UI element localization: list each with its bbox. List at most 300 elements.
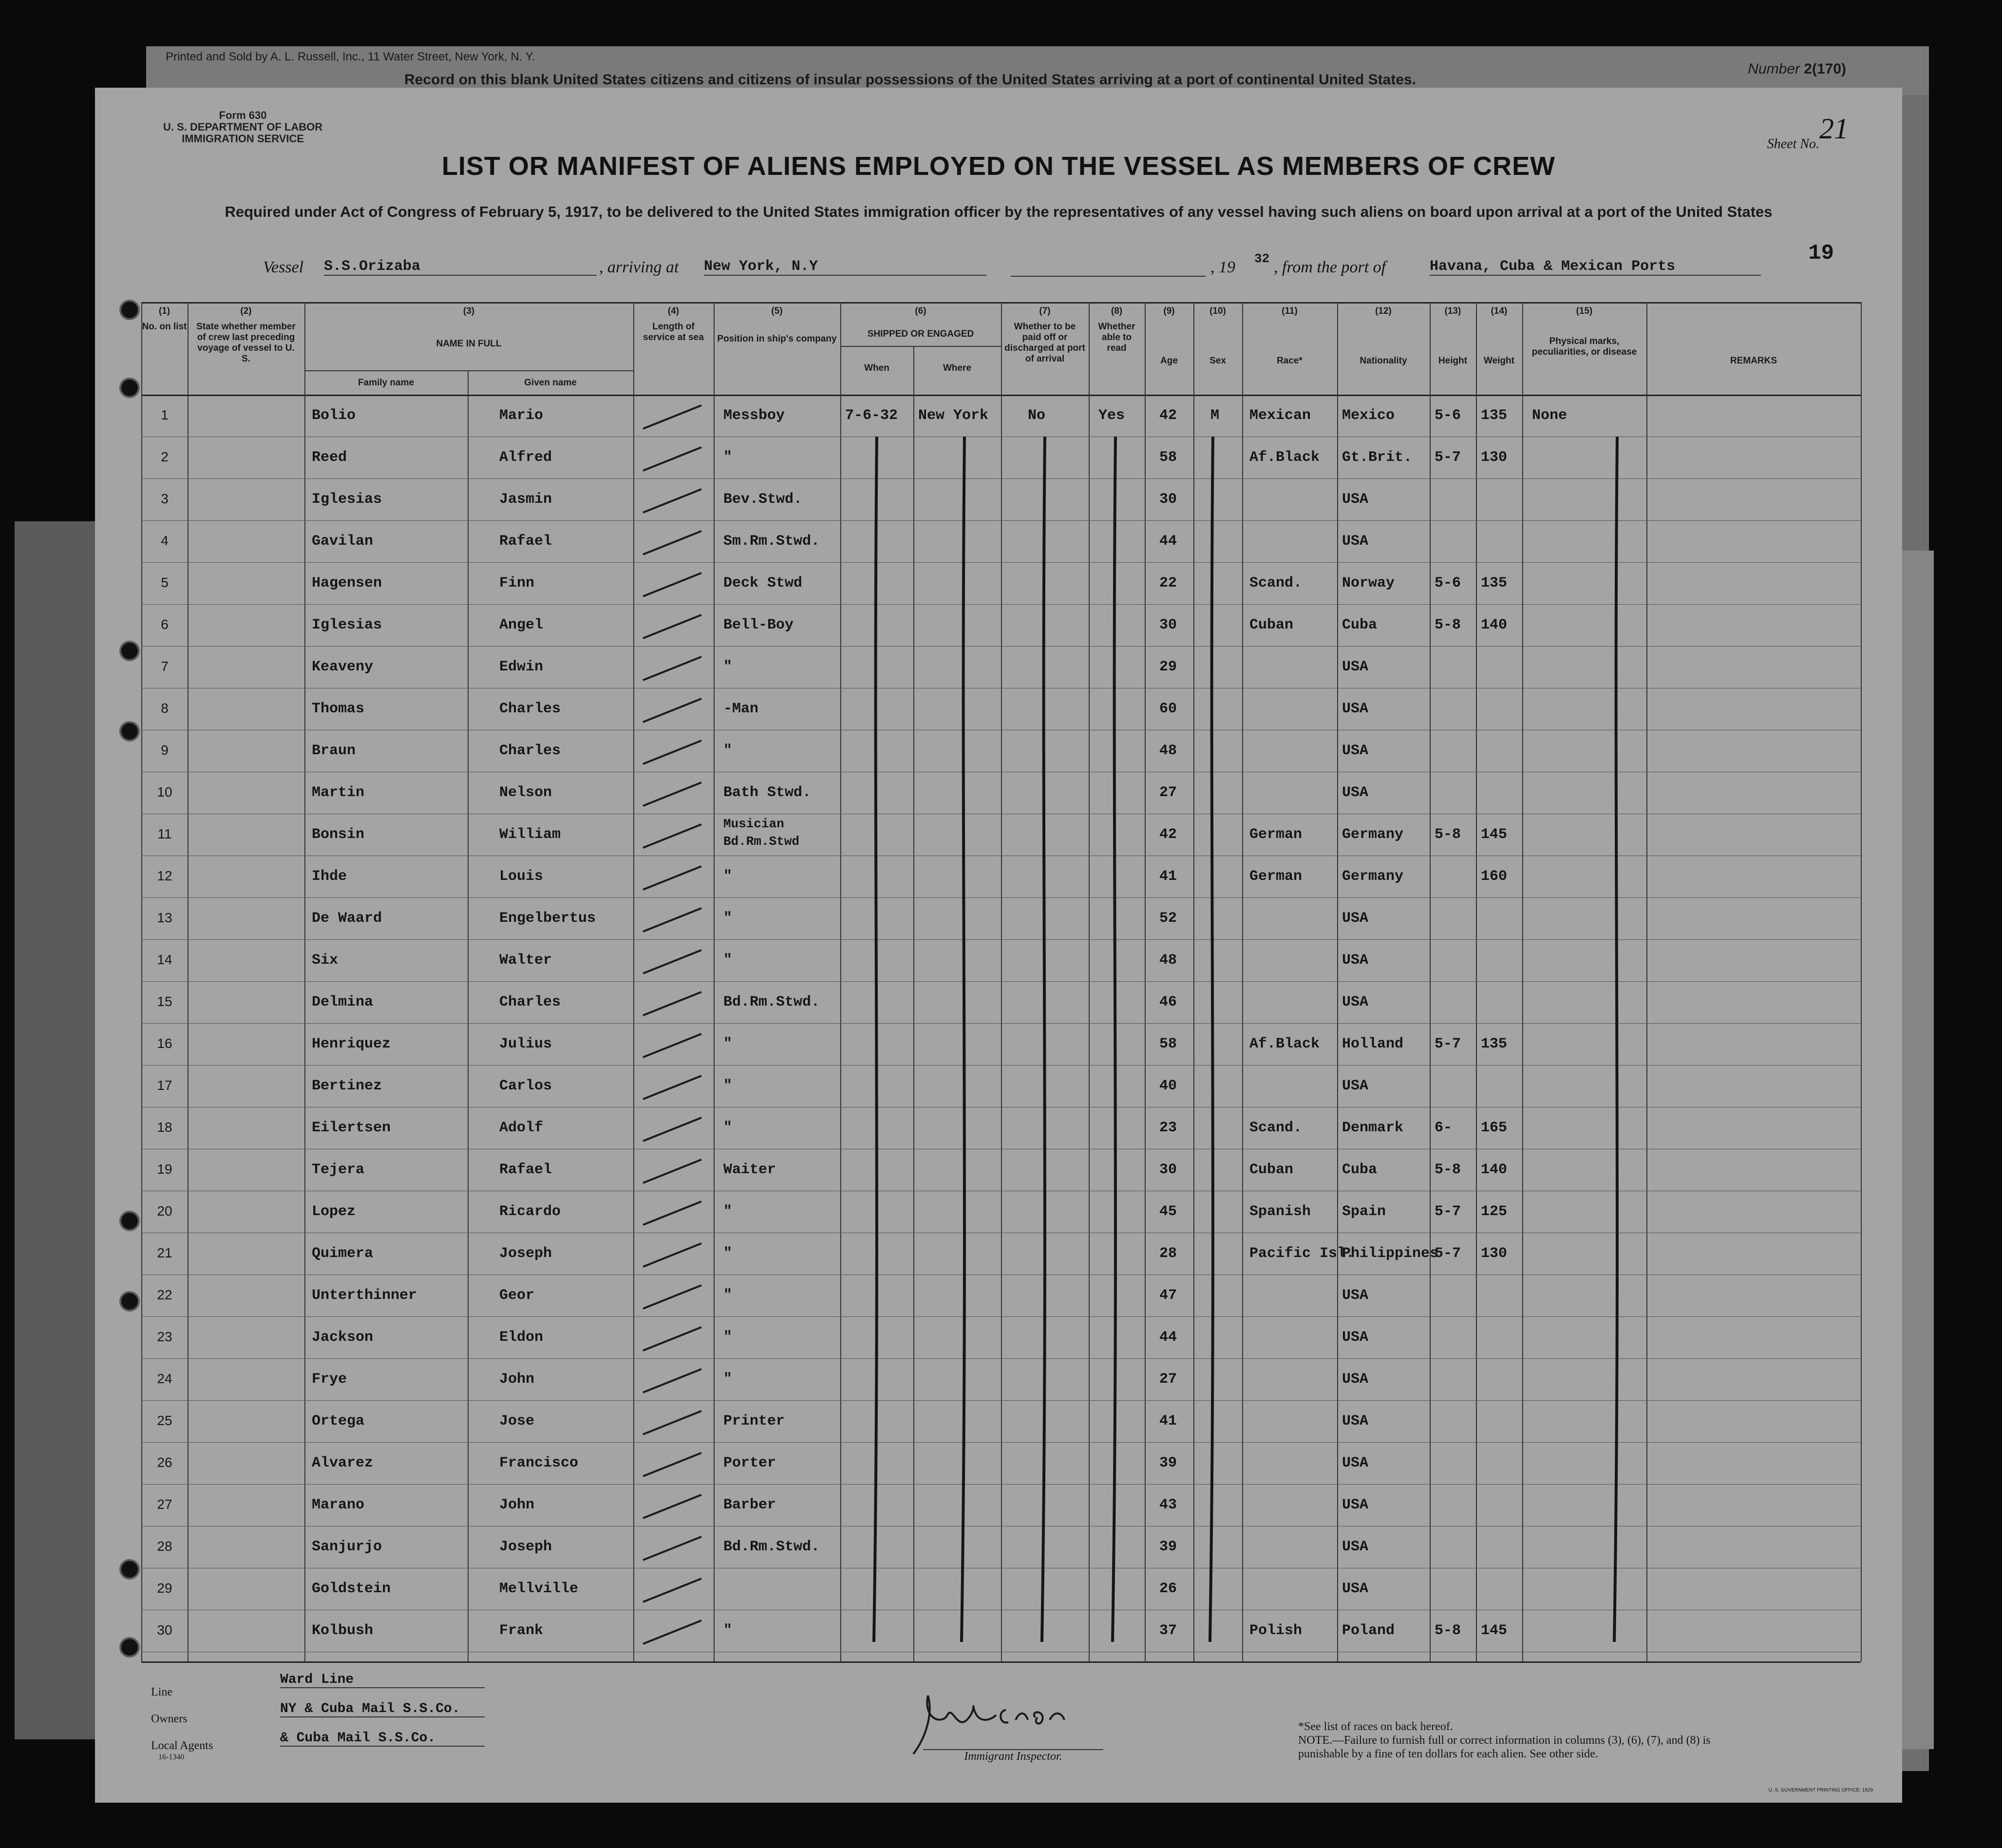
row-given-cell: Engelbertus xyxy=(499,910,596,927)
col-num-9: (9) xyxy=(1163,306,1175,316)
row-race-cell: Af.Black xyxy=(1249,1036,1320,1052)
table-bottom-rule xyxy=(141,1661,1861,1663)
row-family-cell: Keaveny xyxy=(312,659,374,675)
row-age-cell: 39 xyxy=(1159,1455,1177,1471)
binder-hole xyxy=(119,721,140,742)
row-age-cell: 44 xyxy=(1159,533,1177,550)
row-nationality-cell: Norway xyxy=(1342,575,1395,591)
row-age-cell: 43 xyxy=(1159,1497,1177,1513)
row-where-cell: New York xyxy=(918,407,989,424)
row-family-cell: Sanjurjo xyxy=(312,1539,382,1555)
row-given-cell: Charles xyxy=(499,994,561,1010)
row-nationality-cell: USA xyxy=(1342,910,1369,927)
header-able-read: Whether able to read xyxy=(1098,322,1135,353)
row-race-cell: Polish xyxy=(1249,1622,1303,1639)
form-identifier xyxy=(163,110,322,145)
service-slash-mark xyxy=(643,1285,701,1309)
row-family-cell: Tejera xyxy=(312,1162,365,1178)
row-no-cell: 25 xyxy=(157,1413,172,1428)
row-age-cell: 58 xyxy=(1159,1036,1177,1052)
header-given-name: Given name xyxy=(524,378,577,388)
ditto-line-mark xyxy=(874,437,877,1642)
row-height-cell: 5-7 xyxy=(1435,1036,1461,1052)
row-nationality-cell: USA xyxy=(1342,701,1369,717)
col-num-4: (4) xyxy=(667,306,680,316)
service-slash-mark xyxy=(643,1579,701,1602)
binder-hole xyxy=(119,378,140,398)
row-no-cell: 15 xyxy=(157,994,172,1009)
hand-marks xyxy=(141,302,1861,1661)
row-given-cell: Angel xyxy=(499,617,544,633)
row-nationality-cell: USA xyxy=(1342,743,1369,759)
row-no-cell: 2 xyxy=(161,449,169,464)
row-given-cell: John xyxy=(499,1371,535,1388)
row-physical-cell: None xyxy=(1532,407,1568,424)
row-age-cell: 52 xyxy=(1159,910,1177,927)
line-value: Ward Line xyxy=(280,1672,485,1688)
row-weight-cell: 130 xyxy=(1481,449,1508,466)
row-read-cell: Yes xyxy=(1098,407,1125,424)
row-race-cell: Scand. xyxy=(1249,575,1303,591)
service-slash-mark xyxy=(643,657,701,680)
manifest-sheet xyxy=(95,88,1902,1803)
service-slash-mark xyxy=(643,1411,701,1434)
binder-hole xyxy=(119,1211,140,1231)
header-position: Position in ship's company xyxy=(717,334,837,344)
form-footer xyxy=(95,1671,1902,1803)
row-no-cell: 17 xyxy=(157,1078,172,1093)
row-nationality-cell: USA xyxy=(1342,1455,1369,1471)
row-family-cell: Bonsin xyxy=(312,826,365,843)
row-weight-cell: 135 xyxy=(1481,1036,1508,1052)
row-age-cell: 23 xyxy=(1159,1120,1177,1136)
row-position-cell: " xyxy=(723,1203,733,1220)
row-no-cell: 19 xyxy=(157,1162,172,1177)
row-given-cell: Jose xyxy=(499,1413,535,1429)
row-weight-cell: 140 xyxy=(1481,1162,1508,1178)
service-slash-mark xyxy=(643,992,701,1015)
row-race-cell: Cuban xyxy=(1249,617,1294,633)
row-age-cell: 48 xyxy=(1159,952,1177,969)
row-no-cell: 8 xyxy=(161,701,169,716)
row-given-cell: Ricardo xyxy=(499,1203,561,1220)
row-height-cell: 5-8 xyxy=(1435,826,1461,843)
row-family-cell: Iglesias xyxy=(312,491,382,508)
row-nationality-cell: USA xyxy=(1342,1413,1369,1429)
binder-hole xyxy=(119,641,140,661)
left-edge-sheet xyxy=(15,521,97,1739)
header-when: When xyxy=(864,363,889,373)
row-no-cell: 13 xyxy=(157,910,172,925)
row-nationality-cell: Germany xyxy=(1342,868,1404,885)
service-slash-mark xyxy=(643,1118,701,1141)
header-race: Race* xyxy=(1277,356,1303,366)
back-record-line: Record on this blank United States citizens and citizens of insular possessions of the United States arriving at a port of continental United States. xyxy=(404,72,1417,88)
row-age-cell: 46 xyxy=(1159,994,1177,1010)
row-no-cell: 24 xyxy=(157,1371,172,1386)
ditto-line-mark xyxy=(1113,437,1115,1642)
row-age-cell: 37 xyxy=(1159,1622,1177,1639)
row-family-cell: Bertinez xyxy=(312,1078,382,1094)
owners-label: Owners xyxy=(151,1713,188,1725)
header-name-in-full: NAME IN FULL xyxy=(436,339,502,349)
row-family-cell: Delmina xyxy=(312,994,374,1010)
ditto-line-mark xyxy=(1210,437,1213,1642)
row-height-cell: 5-7 xyxy=(1435,449,1461,466)
header-remarks: REMARKS xyxy=(1730,356,1777,366)
row-family-cell: Bolio xyxy=(312,407,356,424)
service-slash-mark xyxy=(643,782,701,806)
row-nationality-cell: Philippines xyxy=(1342,1245,1439,1262)
form-number: Form 630 xyxy=(219,109,267,121)
row-nationality-cell: Cuba xyxy=(1342,617,1378,633)
row-given-cell: Julius xyxy=(499,1036,552,1052)
service-slash-mark xyxy=(643,1620,701,1644)
row-family-cell: Reed xyxy=(312,449,347,466)
row-no-cell: 20 xyxy=(157,1203,172,1219)
row-nationality-cell: USA xyxy=(1342,1287,1369,1304)
row-family-cell: Unterthinner xyxy=(312,1287,417,1304)
row-nationality-cell: USA xyxy=(1342,952,1369,969)
row-position-cell: Sm.Rm.Stwd. xyxy=(723,533,820,550)
row-age-cell: 22 xyxy=(1159,575,1177,591)
row-no-cell: 22 xyxy=(157,1287,172,1302)
row-family-cell: Thomas xyxy=(312,701,365,717)
row-position-cell: Bath Stwd. xyxy=(723,784,812,801)
col-num-6: (6) xyxy=(915,306,926,316)
row-race-cell: Mexican xyxy=(1249,407,1311,424)
row-nationality-cell: USA xyxy=(1342,1078,1369,1094)
row-given-cell: Joseph xyxy=(499,1539,552,1555)
row-given-cell: Carlos xyxy=(499,1078,552,1094)
row-given-cell: Adolf xyxy=(499,1120,544,1136)
row-given-cell: Nelson xyxy=(499,784,552,801)
back-number-label: Number xyxy=(1748,61,1800,77)
crew-table xyxy=(141,302,1861,1661)
row-nationality-cell: USA xyxy=(1342,1497,1369,1513)
row-family-cell: Six xyxy=(312,952,339,969)
row-given-cell: Alfred xyxy=(499,449,552,466)
row-position-cell: Bev.Stwd. xyxy=(723,491,803,508)
service-slash-mark xyxy=(643,1495,701,1518)
row-no-cell: 11 xyxy=(157,826,172,841)
footnote-note: NOTE.—Failure to furnish full or correct information in columns (3), (6), (7), and (8) is punishable by a fine of ten dollars for each alien. See other side. xyxy=(1298,1734,1711,1760)
row-family-cell: Iglesias xyxy=(312,617,382,633)
row-given-cell: Geor xyxy=(499,1287,535,1304)
row-no-cell: 10 xyxy=(157,784,172,800)
row-no-cell: 4 xyxy=(161,533,169,548)
service-slash-mark xyxy=(643,1453,701,1476)
department-name: U. S. DEPARTMENT OF LABOR xyxy=(163,121,323,133)
service-slash-mark xyxy=(643,1327,701,1351)
row-race-cell: Pacific Isl. xyxy=(1249,1245,1355,1262)
row-race-cell: Cuban xyxy=(1249,1162,1294,1178)
row-given-cell: Charles xyxy=(499,701,561,717)
row-no-cell: 1 xyxy=(161,407,169,422)
row-age-cell: 48 xyxy=(1159,743,1177,759)
service-slash-mark xyxy=(643,866,701,890)
service-slash-mark xyxy=(643,615,701,638)
row-weight-cell: 140 xyxy=(1481,617,1508,633)
row-age-cell: 42 xyxy=(1159,826,1177,843)
service-slash-mark xyxy=(643,1243,701,1267)
row-height-cell: 5-8 xyxy=(1435,1162,1461,1178)
row-nationality-cell: USA xyxy=(1342,491,1369,508)
row-race-cell: Af.Black xyxy=(1249,449,1320,466)
col-num-15: (15) xyxy=(1576,306,1593,316)
date-blank xyxy=(1011,258,1206,277)
row-family-cell: Ihde xyxy=(312,868,347,885)
row-position-cell: " xyxy=(723,1120,733,1136)
row-nationality-cell: USA xyxy=(1342,659,1369,675)
printer-imprint: U. S. GOVERNMENT PRINTING OFFICE: 1929 xyxy=(1768,1788,1873,1793)
row-position-cell: " xyxy=(723,868,733,885)
row-weight-cell: 165 xyxy=(1481,1120,1508,1136)
row-position-cell: " xyxy=(723,1371,733,1388)
header-length-service: Length of service at sea xyxy=(643,322,704,343)
header-weight: Weight xyxy=(1484,356,1514,366)
header-no-on-list: No. on list xyxy=(142,322,187,332)
service-slash-mark xyxy=(643,699,701,722)
row-age-cell: 39 xyxy=(1159,1539,1177,1555)
row-no-cell: 9 xyxy=(161,743,169,758)
row-nationality-cell: Gt.Brit. xyxy=(1342,449,1413,466)
service-slash-mark xyxy=(643,531,701,554)
row-nationality-cell: USA xyxy=(1342,1329,1369,1346)
row-family-cell: De Waard xyxy=(312,910,382,927)
row-nationality-cell: USA xyxy=(1342,1371,1369,1388)
row-given-cell: Edwin xyxy=(499,659,544,675)
row-age-cell: 29 xyxy=(1159,659,1177,675)
arriving-value: New York, N.Y xyxy=(704,258,986,276)
row-no-cell: 28 xyxy=(157,1539,172,1554)
corner-number: 19 xyxy=(1808,241,1834,266)
row-weight-cell: 135 xyxy=(1481,575,1508,591)
row-nationality-cell: Germany xyxy=(1342,826,1404,843)
row-position-cell: " xyxy=(723,1036,733,1052)
service-slash-mark xyxy=(643,1369,701,1392)
row-family-cell: Ortega xyxy=(312,1413,365,1429)
row-age-cell: 45 xyxy=(1159,1203,1177,1220)
inspector-signature xyxy=(894,1691,1098,1759)
row-nationality-cell: Spain xyxy=(1342,1203,1386,1220)
row-height-cell: 6- xyxy=(1435,1120,1453,1136)
header-family-name: Family name xyxy=(358,378,415,388)
row-position-cell: Messboy xyxy=(723,407,785,424)
row-family-cell: Kolbush xyxy=(312,1622,374,1639)
row-family-cell: Goldstein xyxy=(312,1581,391,1597)
header-nationality: Nationality xyxy=(1360,356,1407,366)
row-given-cell: Rafael xyxy=(499,1162,552,1178)
row-weight-cell: 145 xyxy=(1481,826,1508,843)
row-height-cell: 5-6 xyxy=(1435,407,1461,424)
row-nationality-cell: Mexico xyxy=(1342,407,1395,424)
col-num-1: (1) xyxy=(158,306,170,316)
row-age-cell: 42 xyxy=(1159,407,1177,424)
header-state-member: State whether member of crew last preceding voyage of vessel to U. S. xyxy=(196,322,296,364)
row-no-cell: 14 xyxy=(157,952,172,967)
service-slash-mark xyxy=(643,573,701,596)
ditto-line-mark xyxy=(1614,437,1617,1642)
row-family-cell: Alvarez xyxy=(312,1455,374,1471)
row-no-cell: 30 xyxy=(157,1622,172,1638)
row-race-cell: German xyxy=(1249,868,1303,885)
vessel-label: Vessel xyxy=(263,258,304,276)
sheet-number-label: Sheet No. xyxy=(1767,136,1819,152)
service-slash-mark xyxy=(643,1076,701,1099)
row-given-cell: Walter xyxy=(499,952,552,969)
row-position-cell: Musician xyxy=(723,817,784,831)
row-position-cell: " xyxy=(723,1078,733,1094)
row-age-cell: 47 xyxy=(1159,1287,1177,1304)
binder-hole xyxy=(119,300,140,320)
row-height-cell: 5-7 xyxy=(1435,1245,1461,1262)
row-when-cell: 7-6-32 xyxy=(845,407,898,424)
row-age-cell: 60 xyxy=(1159,701,1177,717)
row-position-cell: " xyxy=(723,449,733,466)
sheet-number-value: 21 xyxy=(1819,113,1849,145)
row-no-cell: 16 xyxy=(157,1036,172,1051)
service-slash-mark xyxy=(643,950,701,973)
header-height: Height xyxy=(1438,356,1468,366)
row-given-cell: John xyxy=(499,1497,535,1513)
year-value: 32 xyxy=(1254,251,1270,266)
header-sex: Sex xyxy=(1209,356,1226,366)
row-family-cell: Martin xyxy=(312,784,365,801)
row-given-cell: Louis xyxy=(499,868,544,885)
row-no-cell: 26 xyxy=(157,1455,172,1470)
row-given-cell: Rafael xyxy=(499,533,552,550)
arriving-label: , arriving at xyxy=(599,258,679,276)
row-height-cell: 5-8 xyxy=(1435,617,1461,633)
service-slash-mark xyxy=(643,1160,701,1183)
back-number xyxy=(1748,61,1846,77)
row-family-cell: Braun xyxy=(312,743,356,759)
row-nationality-cell: Poland xyxy=(1342,1622,1395,1639)
row-family-cell: Frye xyxy=(312,1371,347,1388)
row-position-cell: -Man xyxy=(723,701,759,717)
row-position-cell: Deck Stwd xyxy=(723,575,803,591)
col-num-7: (7) xyxy=(1039,306,1051,316)
row-no-cell: 23 xyxy=(157,1329,172,1344)
row-family-cell: Eilertsen xyxy=(312,1120,391,1136)
row-no-cell: 21 xyxy=(157,1245,172,1260)
row-nationality-cell: Holland xyxy=(1342,1036,1404,1052)
col-num-3: (3) xyxy=(463,306,475,316)
row-given-cell: William xyxy=(499,826,561,843)
row-position-cell: " xyxy=(723,952,733,969)
ditto-line-mark xyxy=(1042,437,1045,1642)
row-family-cell: Jackson xyxy=(312,1329,374,1346)
back-printer-line: Printed and Sold by A. L. Russell, Inc., 11 Water Street, New York, N. Y. xyxy=(166,50,535,63)
row-given-cell: Jasmin xyxy=(499,491,552,508)
row-height-cell: 5-7 xyxy=(1435,1203,1461,1220)
row-given-cell: Frank xyxy=(499,1622,544,1639)
row-family-cell: Henriquez xyxy=(312,1036,391,1052)
row-given-cell: Mario xyxy=(499,407,544,424)
service-slash-mark xyxy=(643,1034,701,1057)
col-num-8: (8) xyxy=(1111,306,1123,316)
service-slash-mark xyxy=(643,741,701,764)
row-no-cell: 18 xyxy=(157,1120,172,1135)
header-shipped: SHIPPED OR ENGAGED xyxy=(867,329,974,339)
year-prefix: , 19 xyxy=(1210,258,1235,276)
row-position-cell: Porter xyxy=(723,1455,776,1471)
row-position-cell: Bd.Rm.Stwd. xyxy=(723,1539,820,1555)
row-family-cell: Lopez xyxy=(312,1203,356,1220)
row-age-cell: 30 xyxy=(1159,617,1177,633)
col-num-5: (5) xyxy=(771,306,783,316)
row-given-cell: Mellville xyxy=(499,1581,579,1597)
row-race-cell: Spanish xyxy=(1249,1203,1311,1220)
header-physical: Physical marks, peculiarities, or disease xyxy=(1531,336,1637,357)
service-slash-mark xyxy=(643,405,701,429)
agents-label: Local Agents xyxy=(151,1739,213,1752)
row-nationality-cell: Denmark xyxy=(1342,1120,1404,1136)
row-position-cell: Waiter xyxy=(723,1162,776,1178)
row-race-cell: German xyxy=(1249,826,1303,843)
row-age-cell: 58 xyxy=(1159,449,1177,466)
service-slash-mark xyxy=(643,824,701,848)
service-slash-mark xyxy=(643,1537,701,1560)
row-weight-cell: 135 xyxy=(1481,407,1508,424)
back-number-value: 2(170) xyxy=(1804,61,1846,77)
row-nationality-cell: USA xyxy=(1342,533,1369,550)
row-age-cell: 40 xyxy=(1159,1078,1177,1094)
agents-value: & Cuba Mail S.S.Co. xyxy=(280,1731,485,1747)
row-race-cell: Scand. xyxy=(1249,1120,1303,1136)
row-paid-cell: No xyxy=(1028,407,1046,424)
row-position-cell: Bd.Rm.Stwd. xyxy=(723,994,820,1010)
row-weight-cell: 160 xyxy=(1481,868,1508,885)
row-position-cell: " xyxy=(723,1287,733,1304)
row-no-cell: 29 xyxy=(157,1581,172,1596)
row-nationality-cell: USA xyxy=(1342,784,1369,801)
header-paid-off: Whether to be paid off or discharged at port of arrival xyxy=(1004,322,1085,364)
binder-hole xyxy=(119,1559,140,1580)
owners-value: NY & Cuba Mail S.S.Co. xyxy=(280,1701,485,1717)
service-slash-mark xyxy=(643,1201,701,1225)
col-num-11: (11) xyxy=(1282,306,1298,316)
row-position2-cell: Bd.Rm.Stwd xyxy=(723,834,800,849)
row-no-cell: 5 xyxy=(161,575,169,590)
row-weight-cell: 130 xyxy=(1481,1245,1508,1262)
binder-hole xyxy=(119,1637,140,1657)
row-family-cell: Quimera xyxy=(312,1245,374,1262)
row-age-cell: 26 xyxy=(1159,1581,1177,1597)
agents-code: 16-1340 xyxy=(158,1753,185,1761)
vessel-line xyxy=(95,251,1902,287)
row-nationality-cell: USA xyxy=(1342,1581,1369,1597)
row-family-cell: Hagensen xyxy=(312,575,382,591)
row-given-cell: Joseph xyxy=(499,1245,552,1262)
row-position-cell: Printer xyxy=(723,1413,785,1429)
col-num-13: (13) xyxy=(1444,306,1461,316)
row-given-cell: Finn xyxy=(499,575,535,591)
row-position-cell: " xyxy=(723,659,733,675)
row-nationality-cell: Cuba xyxy=(1342,1162,1378,1178)
binder-hole xyxy=(119,1291,140,1312)
row-nationality-cell: USA xyxy=(1342,994,1369,1010)
footnote-races: *See list of races on back hereof. xyxy=(1298,1720,1453,1733)
from-port-label: , from the port of xyxy=(1274,258,1386,276)
row-position-cell: " xyxy=(723,1245,733,1262)
row-age-cell: 28 xyxy=(1159,1245,1177,1262)
row-position-cell: Bell-Boy xyxy=(723,617,794,633)
header-age: Age xyxy=(1160,356,1178,366)
row-weight-cell: 125 xyxy=(1481,1203,1508,1220)
row-nationality-cell: USA xyxy=(1342,1539,1369,1555)
